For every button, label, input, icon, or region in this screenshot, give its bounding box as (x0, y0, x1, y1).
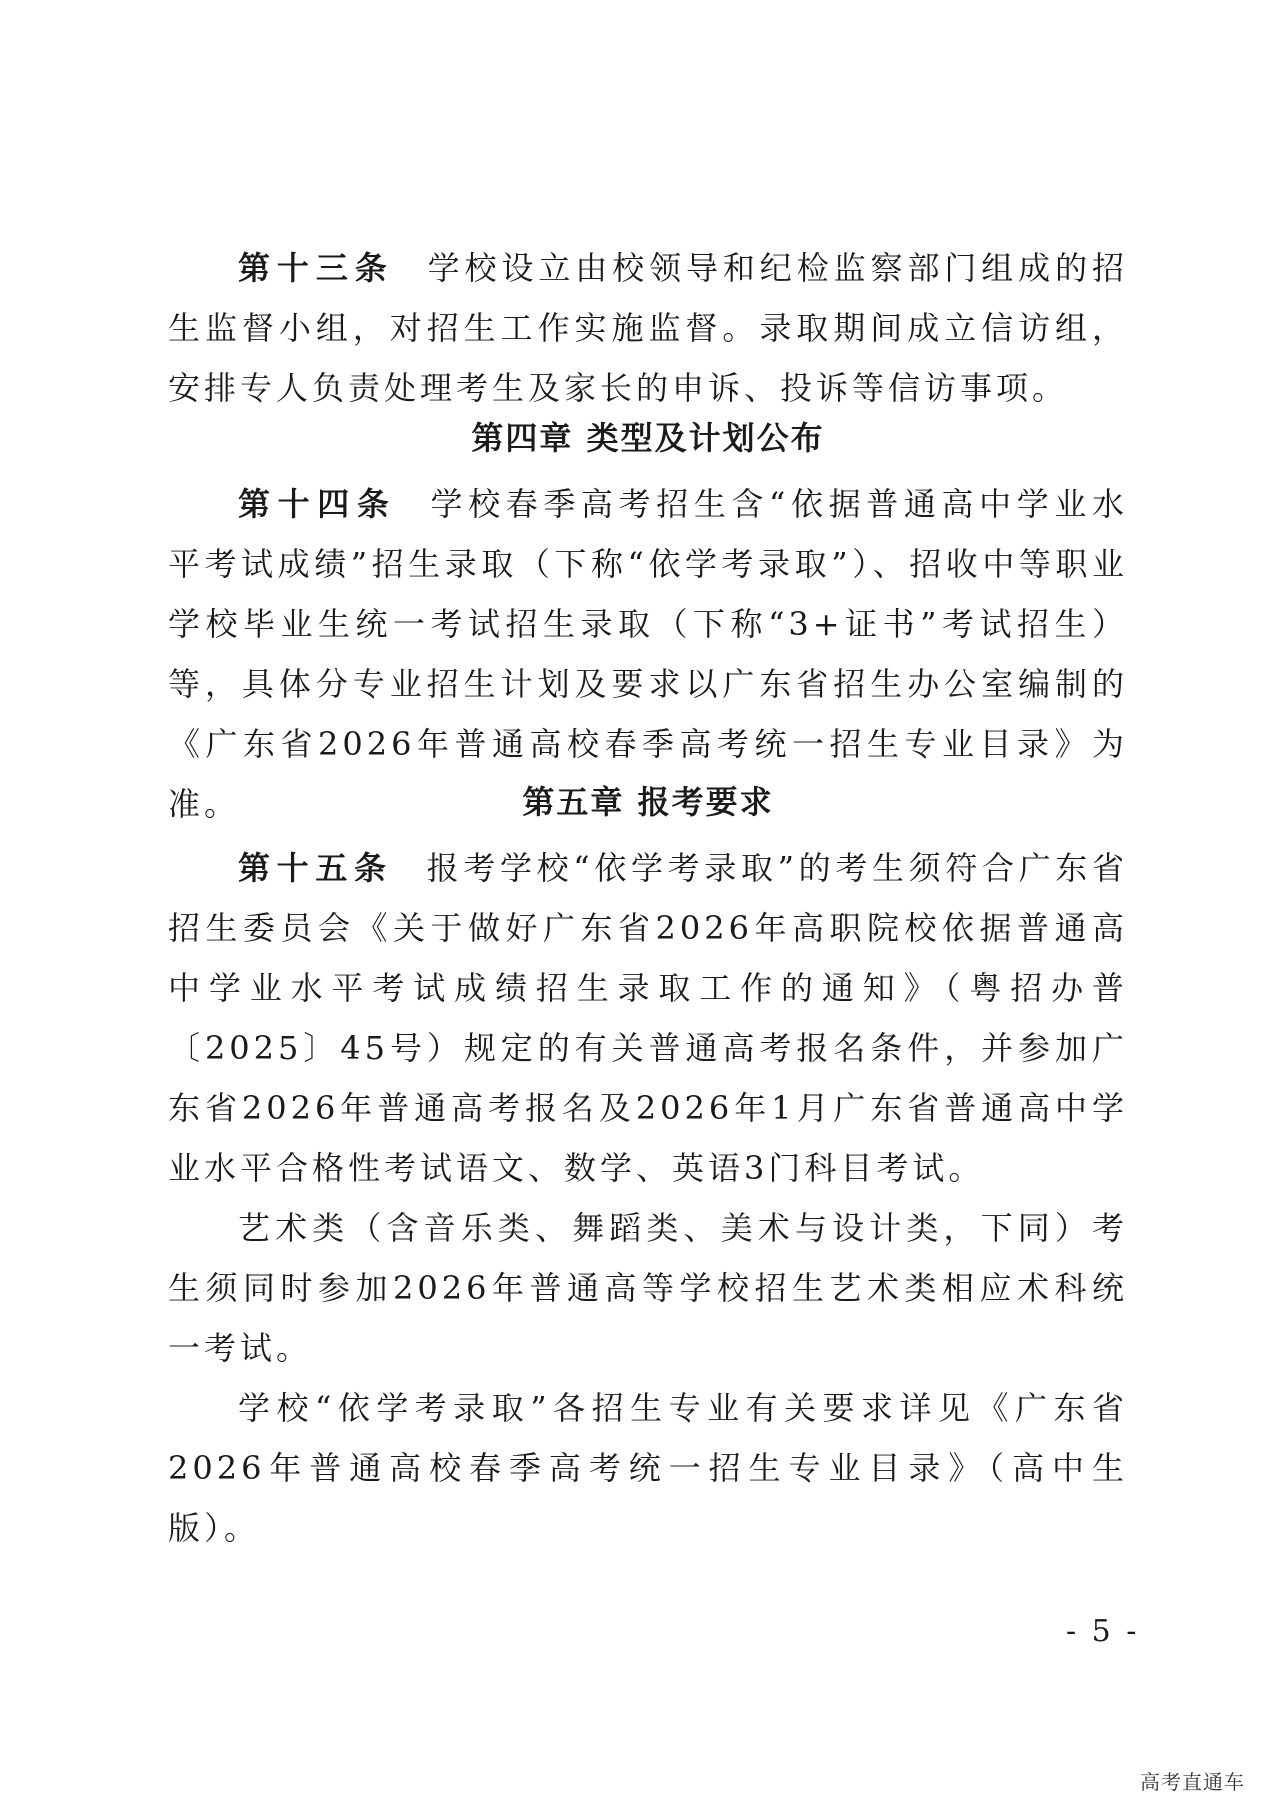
article-15-text: 报考学校“依学考录取”的考生须符合广东省招生委员会《关于做好广东省2026年高职院校依据普通高中学业水平考试成绩招生录取工作的通知》（粤招办普〔2025〕45号）规定的有关普通高考报名条件，并参加广东省2026年普通高考报名及2026年1月广东省普通高中学业水平合格性考试语文、数学、英语3门科目考试。 (168, 849, 1128, 1187)
article-13-block (168, 238, 1128, 418)
chapter-5-title: 第五章 报考要求 (522, 783, 774, 821)
article-14-text: 学校春季高考招生含“依据普通高中学业水平考试成绩”招生录取（下称“依学考录取”）、招收中等职业学校毕业生统一考试招生录取（下称“3+证书”考试招生）等，具体分专业招生计划及要求以广东省招生办公室编制的《广东省2026年普通高校春季高考统一招生专业目录》为准。 (168, 485, 1128, 823)
page-number: - 5 - (1066, 1614, 1140, 1649)
article-14-number: 第十四条 (238, 485, 397, 523)
article-13-text: 学校设立由校领导和纪检监察部门组成的招生监督小组，对招生工作实施监督。录取期间成立信访组，安排专人负责处理考生及家长的申诉、投诉等信访事项。 (168, 249, 1128, 407)
article-15-paragraph-2: 艺术类（含音乐类、舞蹈类、美术与设计类，下同）考生须同时参加2026年普通高等学校招生艺术类相应术科统一考试。 (168, 1209, 1128, 1367)
article-13-paragraph (168, 238, 1128, 418)
article-15-paragraph (168, 838, 1128, 1198)
article-13-number: 第十三条 (238, 249, 394, 287)
article-15-block (168, 838, 1128, 1558)
article-15-paragraph-3: 学校“依学考录取”各招生专业有关要求详见《广东省2026年普通高校春季高考统一招生专业目录》（高中生版）。 (168, 1389, 1128, 1547)
chapter-4-title: 第四章 类型及计划公布 (471, 419, 825, 457)
watermark: 高考直通车 (1140, 1770, 1245, 1794)
article-15-number: 第十五条 (238, 849, 393, 887)
